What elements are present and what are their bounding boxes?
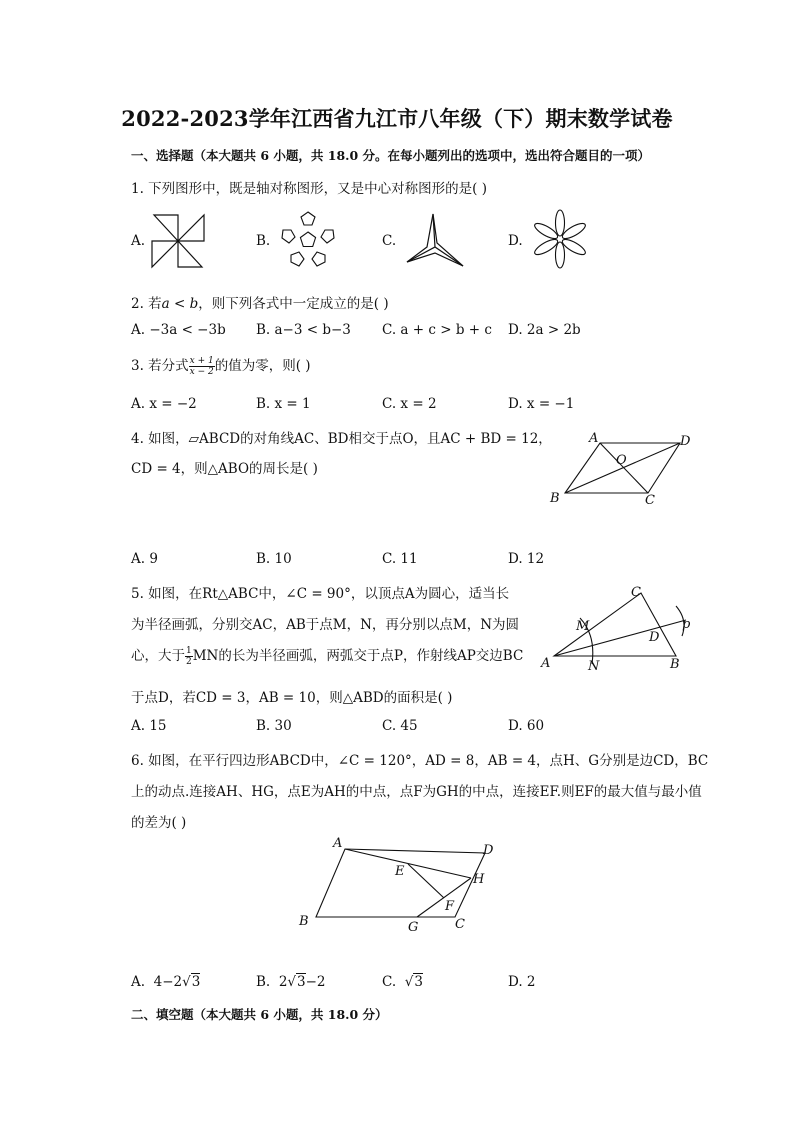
q3-option-b: B. x = 1 — [256, 396, 311, 412]
page-title: 2022-2023学年江西省九江市八年级（下）期末数学试卷 — [121, 106, 673, 131]
q5-line3-part: MN的长为半径画弧，两弧交于点P，作射线AP交边BC — [192, 648, 524, 664]
q3-fraction — [189, 356, 215, 377]
q1-option-d-label: D. — [508, 233, 523, 249]
triangle-star-figure — [405, 211, 465, 267]
q6-option-a-prefix: 4−2 — [153, 974, 183, 990]
flower-figure — [530, 208, 590, 270]
q2-option-c: C. a + c > b + c — [382, 322, 492, 338]
q6-option-b-suffix: −2 — [305, 974, 326, 990]
q6-label-f: F — [445, 899, 455, 914]
question-5-line-1: 5. 如图，在Rt△ABC中，∠C = 90°，以顶点A为圆心，适当长 — [131, 586, 510, 602]
q5-label-m: M — [576, 619, 590, 634]
question-6-line-3: 的差为( ) — [131, 815, 187, 831]
q6-option-a-radicand: 3 — [191, 974, 201, 990]
q4-option-a: A. 9 — [131, 551, 158, 567]
q5-half-denominator: 2 — [186, 657, 192, 667]
q3-stem-part: 3. 若分式 — [131, 358, 189, 374]
section-1-heading: 一、选择题（本大题共 6 小题，共 18.0 分。在每小题列出的选项中，选出符合题目的一项） — [131, 148, 651, 163]
q6-option-a: A. 4−2√3 — [131, 974, 201, 990]
q2-condition: a < b — [161, 296, 199, 312]
q6-option-c-label: C. — [382, 974, 397, 990]
parallelogram-midpoint-figure — [295, 834, 505, 934]
q3-option-d: D. x = −1 — [508, 396, 575, 412]
q5-option-c: C. 45 — [382, 718, 418, 734]
q3-option-c: C. x = 2 — [382, 396, 437, 412]
question-5-line-3 — [131, 644, 523, 667]
q6-option-b-radicand: 3 — [297, 974, 306, 990]
q2-option-d: D. 2a > 2b — [508, 322, 581, 338]
q6-label-g: G — [408, 920, 419, 934]
question-2-stem — [131, 292, 389, 312]
parallelogram-abcd-figure — [545, 425, 705, 510]
section-2-heading: 二、填空题（本大题共 6 小题，共 18.0 分） — [131, 1007, 388, 1022]
right-triangle-bisector-figure — [536, 580, 706, 675]
q5-half-fraction — [185, 646, 193, 667]
question-5-line-4: 于点D，若CD = 3，AB = 10，则△ABD的面积是( ) — [131, 690, 453, 706]
q4-option-d: D. 12 — [508, 551, 545, 567]
question-5-line-2: 为半径画弧，分别交AC，AB于点M，N，再分别以点M，N为圆 — [131, 617, 520, 633]
q6-label-h: H — [473, 872, 485, 887]
q6-option-c-radicand: 3 — [414, 974, 423, 990]
pentagon-ring-figure — [278, 210, 338, 270]
q4-label-d: D — [680, 434, 691, 449]
q5-label-a: A — [541, 656, 551, 671]
question-1-stem: 1. 下列图形中，既是轴对称图形，又是中心对称图形的是( ) — [131, 181, 487, 197]
question-4-line-2: CD = 4，则△ABO的周长是( ) — [131, 461, 318, 477]
q6-label-e: E — [395, 864, 405, 879]
q3-option-a: A. x = −2 — [131, 396, 197, 412]
q6-label-d: D — [483, 843, 494, 858]
q5-label-p: p — [682, 617, 691, 632]
q6-option-b-label: B. — [256, 974, 271, 990]
q6-label-b: B — [299, 914, 309, 929]
q3-fraction-numerator: x + 1 — [189, 356, 214, 366]
q5-option-a: A. 15 — [131, 718, 167, 734]
q5-label-b: B — [670, 657, 680, 672]
q4-label-o: O — [616, 453, 627, 468]
q6-option-b-prefix: 2 — [278, 974, 288, 990]
q5-label-c: C — [631, 585, 641, 600]
q2-option-b: B. a−3 < b−3 — [256, 322, 351, 338]
q6-option-c: C. √3 — [382, 974, 423, 990]
q5-option-b: B. 30 — [256, 718, 292, 734]
q6-label-a: A — [333, 836, 343, 851]
q5-half-numerator: 1 — [186, 646, 192, 656]
pinwheel-figure — [150, 212, 206, 270]
q4-label-b: B — [550, 491, 560, 506]
q1-option-c-label: C. — [382, 233, 397, 249]
q5-option-d: D. 60 — [508, 718, 545, 734]
q3-stem-part: 的值为零，则( ) — [214, 358, 311, 374]
q3-fraction-denominator: x − 2 — [189, 367, 214, 377]
q6-option-b: B. 2√3−2 — [256, 974, 326, 990]
question-6-line-1: 6. 如图，在平行四边形ABCD中，∠C = 120°，AD = 8，AB = 4，点H、G分别是边CD，BC — [131, 753, 709, 769]
q2-stem-part: 2. 若 — [131, 296, 162, 312]
q5-label-n: N — [588, 659, 600, 674]
q5-line3-part: 心，大于 — [131, 648, 185, 664]
q5-label-d: D — [649, 630, 660, 645]
q6-option-a-label: A. — [131, 974, 146, 990]
q4-option-b: B. 10 — [256, 551, 292, 567]
q4-option-c: C. 11 — [382, 551, 418, 567]
q2-option-a: A. −3a < −3b — [131, 322, 226, 338]
q1-option-b-label: B. — [256, 233, 271, 249]
q1-option-a-label: A. — [131, 233, 146, 249]
q6-label-c: C — [455, 917, 465, 932]
question-4-line-1: 4. 如图，▱ABCD的对角线AC、BD相交于点O，且AC + BD = 12， — [131, 431, 552, 447]
q4-label-c: C — [645, 493, 655, 508]
q4-label-a: A — [589, 431, 599, 446]
question-3-stem — [131, 354, 311, 377]
q6-option-d: D. 2 — [508, 974, 536, 990]
q2-stem-part: ，则下列各式中一定成立的是( ) — [198, 296, 389, 312]
question-6-line-2: 上的动点.连接AH、HG，点E为AH的中点，点F为GH的中点，连接EF.则EF的最大值与最小值 — [131, 784, 702, 800]
